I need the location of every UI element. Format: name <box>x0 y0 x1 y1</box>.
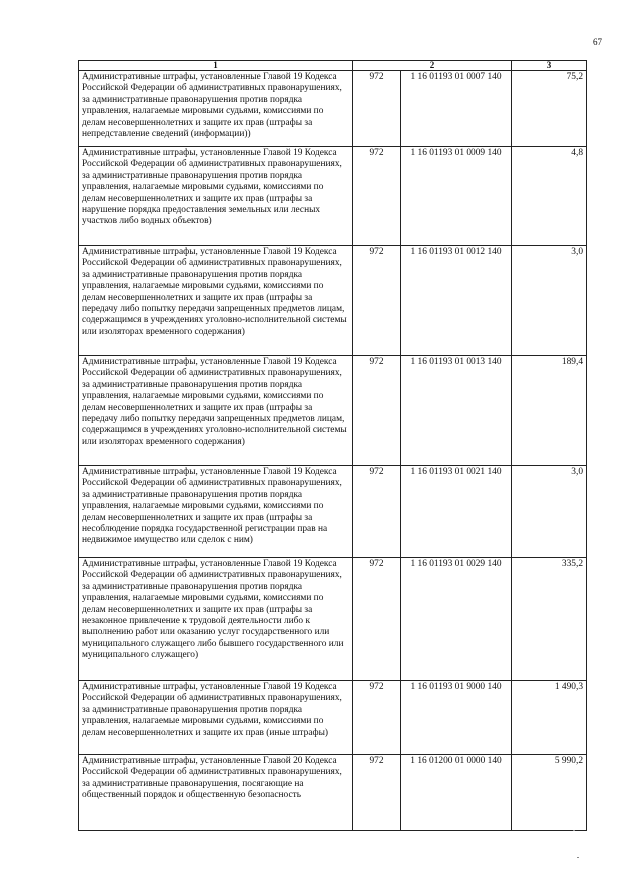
column-header-name: 1 <box>79 61 353 71</box>
row-amount: 189,4 <box>512 356 587 466</box>
row-admin-code: 972 <box>353 466 401 558</box>
row-description: Административные штрафы, установленные Главой 19 Кодекса Российской Федерации об административных правонарушениях, за административные правонарушения против порядка управления, налагаемые мировыми судьями, комиссиями по делам несовершеннолетних и защите их прав (штрафы за передачу либо попытку передачи запрещенных предметов лицам, содержащимся в учреждениях уголовно-исполнительной системы или изоляторах временного содержания) <box>79 356 353 466</box>
row-budget-code: 1 16 01200 01 0000 140 <box>401 755 512 831</box>
page-number: 67 <box>593 37 602 47</box>
row-amount: 335,2 <box>512 558 587 681</box>
column-header-code: 2 <box>353 61 512 71</box>
row-admin-code: 972 <box>353 356 401 466</box>
table-row <box>79 356 587 466</box>
table-row <box>79 71 587 147</box>
row-budget-code: 1 16 01193 01 9000 140 <box>401 681 512 755</box>
row-amount: 5 990,2 <box>512 755 587 831</box>
row-admin-code: 972 <box>353 558 401 681</box>
table-row <box>79 558 587 681</box>
table-header-row <box>79 61 587 71</box>
table-row <box>79 681 587 755</box>
row-description: Административные штрафы, установленные Главой 19 Кодекса Российской Федерации об административных правонарушениях, за административные правонарушения против порядка управления, налагаемые мировыми судьями, комиссиями по делам несовершеннолетних и защите их прав (штрафы за незаконное привлечение к трудовой деятельности либо к выполнению работ или оказанию услуг государственного или муниципального служащего либо бывшего государственного или муниципального служащего) <box>79 558 353 681</box>
row-budget-code: 1 16 01193 01 0013 140 <box>401 356 512 466</box>
row-amount: 4,8 <box>512 147 587 246</box>
row-budget-code: 1 16 01193 01 0009 140 <box>401 147 512 246</box>
table-row <box>79 466 587 558</box>
row-description: Административные штрафы, установленные Главой 19 Кодекса Российской Федерации об административных правонарушениях, за административные правонарушения против порядка управления, налагаемые мировыми судьями, комиссиями по делам несовершеннолетних и защите их прав (штрафы за передачу либо попытку передачи запрещенных предметов лицам, содержащимся в учреждениях уголовно-исполнительной системы или изоляторах временного содержания) <box>79 246 353 356</box>
row-amount: 3,0 <box>512 246 587 356</box>
row-budget-code: 1 16 01193 01 0012 140 <box>401 246 512 356</box>
row-admin-code: 972 <box>353 755 401 831</box>
row-budget-code: 1 16 01193 01 0007 140 <box>401 71 512 147</box>
row-admin-code: 972 <box>353 71 401 147</box>
row-description: Административные штрафы, установленные Главой 19 Кодекса Российской Федерации об административных правонарушениях, за административные правонарушения против порядка управления, налагаемые мировыми судьями, комиссиями по делам несовершеннолетних и защите их прав (штрафы за непредставление сведений (информации)) <box>79 71 353 147</box>
table-row <box>79 147 587 246</box>
table-row <box>79 755 587 831</box>
table-row <box>79 246 587 356</box>
row-admin-code: 972 <box>353 246 401 356</box>
revenue-table <box>78 60 587 831</box>
row-admin-code: 972 <box>353 147 401 246</box>
row-amount: 1 490,3 <box>512 681 587 755</box>
row-description: Административные штрафы, установленные Главой 20 Кодекса Российской Федерации об административных правонарушениях, за административные правонарушения, посягающие на общественный порядок и общественную безопасность <box>79 755 353 831</box>
column-header-amount: 3 <box>512 61 587 71</box>
row-amount: 75,2 <box>512 71 587 147</box>
scan-speck <box>577 857 579 858</box>
row-amount: 3,0 <box>512 466 587 558</box>
row-admin-code: 972 <box>353 681 401 755</box>
row-description: Административные штрафы, установленные Главой 19 Кодекса Российской Федерации об административных правонарушениях, за административные правонарушения против порядка управления, налагаемые мировыми судьями, комиссиями по делам несовершеннолетних и защите их прав (иные штрафы) <box>79 681 353 755</box>
row-description: Административные штрафы, установленные Главой 19 Кодекса Российской Федерации об административных правонарушениях, за административные правонарушения против порядка управления, налагаемые мировыми судьями, комиссиями по делам несовершеннолетних и защите их прав (штрафы за нарушение порядка предоставления земельных или лесных участков либо водных объектов) <box>79 147 353 246</box>
row-budget-code: 1 16 01193 01 0029 140 <box>401 558 512 681</box>
row-budget-code: 1 16 01193 01 0021 140 <box>401 466 512 558</box>
row-description: Административные штрафы, установленные Главой 19 Кодекса Российской Федерации об административных правонарушениях, за административные правонарушения против порядка управления, налагаемые мировыми судьями, комиссиями по делам несовершеннолетних и защите их прав (штрафы за несоблюдение порядка государственной регистрации прав на недвижимое имущество или сделок с ним) <box>79 466 353 558</box>
scan-speck <box>573 830 575 831</box>
